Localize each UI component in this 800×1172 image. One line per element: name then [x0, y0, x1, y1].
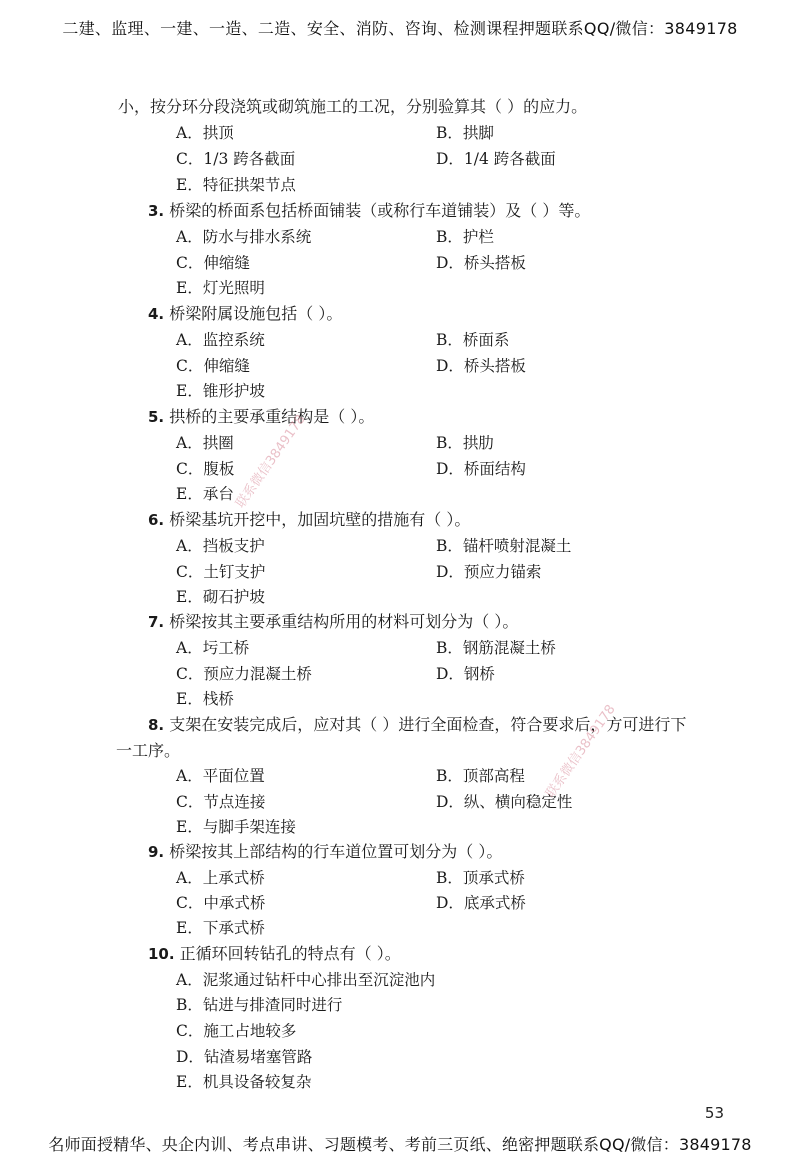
q7-option-d: D．钢桥 — [436, 665, 495, 683]
q2-option-e: E．特征拱架节点 — [176, 176, 296, 194]
question-3 — [148, 198, 590, 221]
question-5-number: 5. — [148, 408, 165, 426]
q3-option-a: A．防水与排水系统 — [176, 228, 312, 246]
question-6 — [148, 507, 470, 530]
q4-option-d: D．桥头搭板 — [436, 357, 526, 375]
q5-option-b: B．拱肋 — [436, 434, 494, 452]
q10-option-b: B．钻进与排渣同时进行 — [176, 996, 343, 1014]
q8-option-e: E．与脚手架连接 — [176, 818, 296, 836]
q5-option-e: E．承台 — [176, 485, 234, 503]
question-9-text: 桥梁按其上部结构的行车道位置可划分为（ ）。 — [169, 842, 503, 861]
q10-option-c: C．施工占地较多 — [176, 1022, 297, 1040]
question-6-text: 桥梁基坑开挖中，加固坑壁的措施有（ ）。 — [169, 510, 471, 529]
question-9-number: 9. — [148, 843, 165, 861]
q10-option-e: E．机具设备较复杂 — [176, 1073, 312, 1091]
q8-option-a: A．平面位置 — [176, 767, 265, 785]
page-number: 53 — [704, 1104, 724, 1122]
q2-option-a: A．拱顶 — [176, 124, 234, 142]
q9-option-c: C．中承式桥 — [176, 894, 266, 912]
question-9 — [148, 839, 502, 862]
q5-option-a: A．拱圈 — [176, 434, 234, 452]
q5-option-c: C．腹板 — [176, 460, 235, 478]
question-7-text: 桥梁按其主要承重结构所用的材料可划分为（ ）。 — [169, 612, 519, 631]
question-4 — [148, 301, 342, 324]
question-10-number: 10. — [148, 945, 175, 963]
q2-option-d: D．1/4 跨各截面 — [436, 150, 556, 168]
q6-option-b: B．锚杆喷射混凝土 — [436, 537, 572, 555]
q9-option-e: E．下承式桥 — [176, 919, 265, 937]
q7-option-a: A．圬工桥 — [176, 639, 250, 657]
question-2-text: 小，按分环分段浇筑或砌筑施工的工况，分别验算其（ ）的应力。 — [118, 97, 588, 116]
question-4-text: 桥梁附属设施包括（ ）。 — [169, 304, 343, 323]
q3-option-c: C．伸缩缝 — [176, 254, 250, 272]
q7-option-e: E．栈桥 — [176, 690, 234, 708]
q2-option-c: C．1/3 跨各截面 — [176, 150, 296, 168]
q3-option-b: B．护栏 — [436, 228, 494, 246]
q3-option-d: D．桥头搭板 — [436, 254, 526, 272]
page-footer: 名师面授精华、央企内训、考点串讲、习题模考、考前三页纸、绝密押题联系QQ/微信：3849178 — [48, 1135, 752, 1154]
q6-option-e: E．砌石护坡 — [176, 588, 265, 606]
q4-option-c: C．伸缩缝 — [176, 357, 250, 375]
watermark-1: 联系微信3849178 — [233, 412, 309, 511]
question-8-text: 支架在安装完成后，应对其（ ）进行全面检查，符合要求后，方可进行下 — [169, 715, 687, 734]
q7-option-c: C．预应力混凝土桥 — [176, 665, 312, 683]
question-5-text: 拱桥的主要承重结构是（ ）。 — [169, 407, 375, 426]
q8-option-d: D．纵、横向稳定性 — [436, 793, 573, 811]
question-3-text: 桥梁的桥面系包括桥面铺装（或称行车道铺装）及（ ）等。 — [169, 201, 591, 220]
question-6-number: 6. — [148, 511, 165, 529]
q6-option-d: D．预应力锚索 — [436, 563, 542, 581]
q8-option-c: C．节点连接 — [176, 793, 266, 811]
q2-option-b: B．拱脚 — [436, 124, 494, 142]
question-8-number: 8. — [148, 716, 165, 734]
q10-option-a: A．泥浆通过钻杆中心排出至沉淀池内 — [176, 971, 436, 989]
q4-option-b: B．桥面系 — [436, 331, 510, 349]
q3-option-e: E．灯光照明 — [176, 279, 265, 297]
q4-option-e: E．锥形护坡 — [176, 382, 265, 400]
page-header: 二建、监理、一建、一造、二造、安全、消防、咨询、检测课程押题联系QQ/微信：3849178 — [62, 19, 738, 38]
q9-option-b: B．顶承式桥 — [436, 869, 525, 887]
q5-option-d: D．桥面结构 — [436, 460, 526, 478]
q4-option-a: A．监控系统 — [176, 331, 265, 349]
q8-option-b: B．顶部高程 — [436, 767, 525, 785]
question-10 — [148, 941, 401, 964]
question-3-number: 3. — [148, 202, 165, 220]
q9-option-d: D．底承式桥 — [436, 894, 526, 912]
q6-option-a: A．挡板支护 — [176, 537, 265, 555]
q9-option-a: A．上承式桥 — [176, 869, 265, 887]
question-7 — [148, 609, 518, 632]
question-10-text: 正循环回转钻孔的特点有（ ）。 — [179, 944, 401, 963]
q10-option-d: D．钻渣易堵塞管路 — [176, 1048, 313, 1066]
watermark-2: 联系微信3849178 — [543, 702, 619, 801]
question-7-number: 7. — [148, 613, 165, 631]
q7-option-b: B．钢筋混凝土桥 — [436, 639, 556, 657]
question-5 — [148, 404, 374, 427]
question-4-number: 4. — [148, 305, 165, 323]
question-8-text-continued: 一工序。 — [116, 741, 181, 760]
q6-option-c: C．土钉支护 — [176, 563, 266, 581]
